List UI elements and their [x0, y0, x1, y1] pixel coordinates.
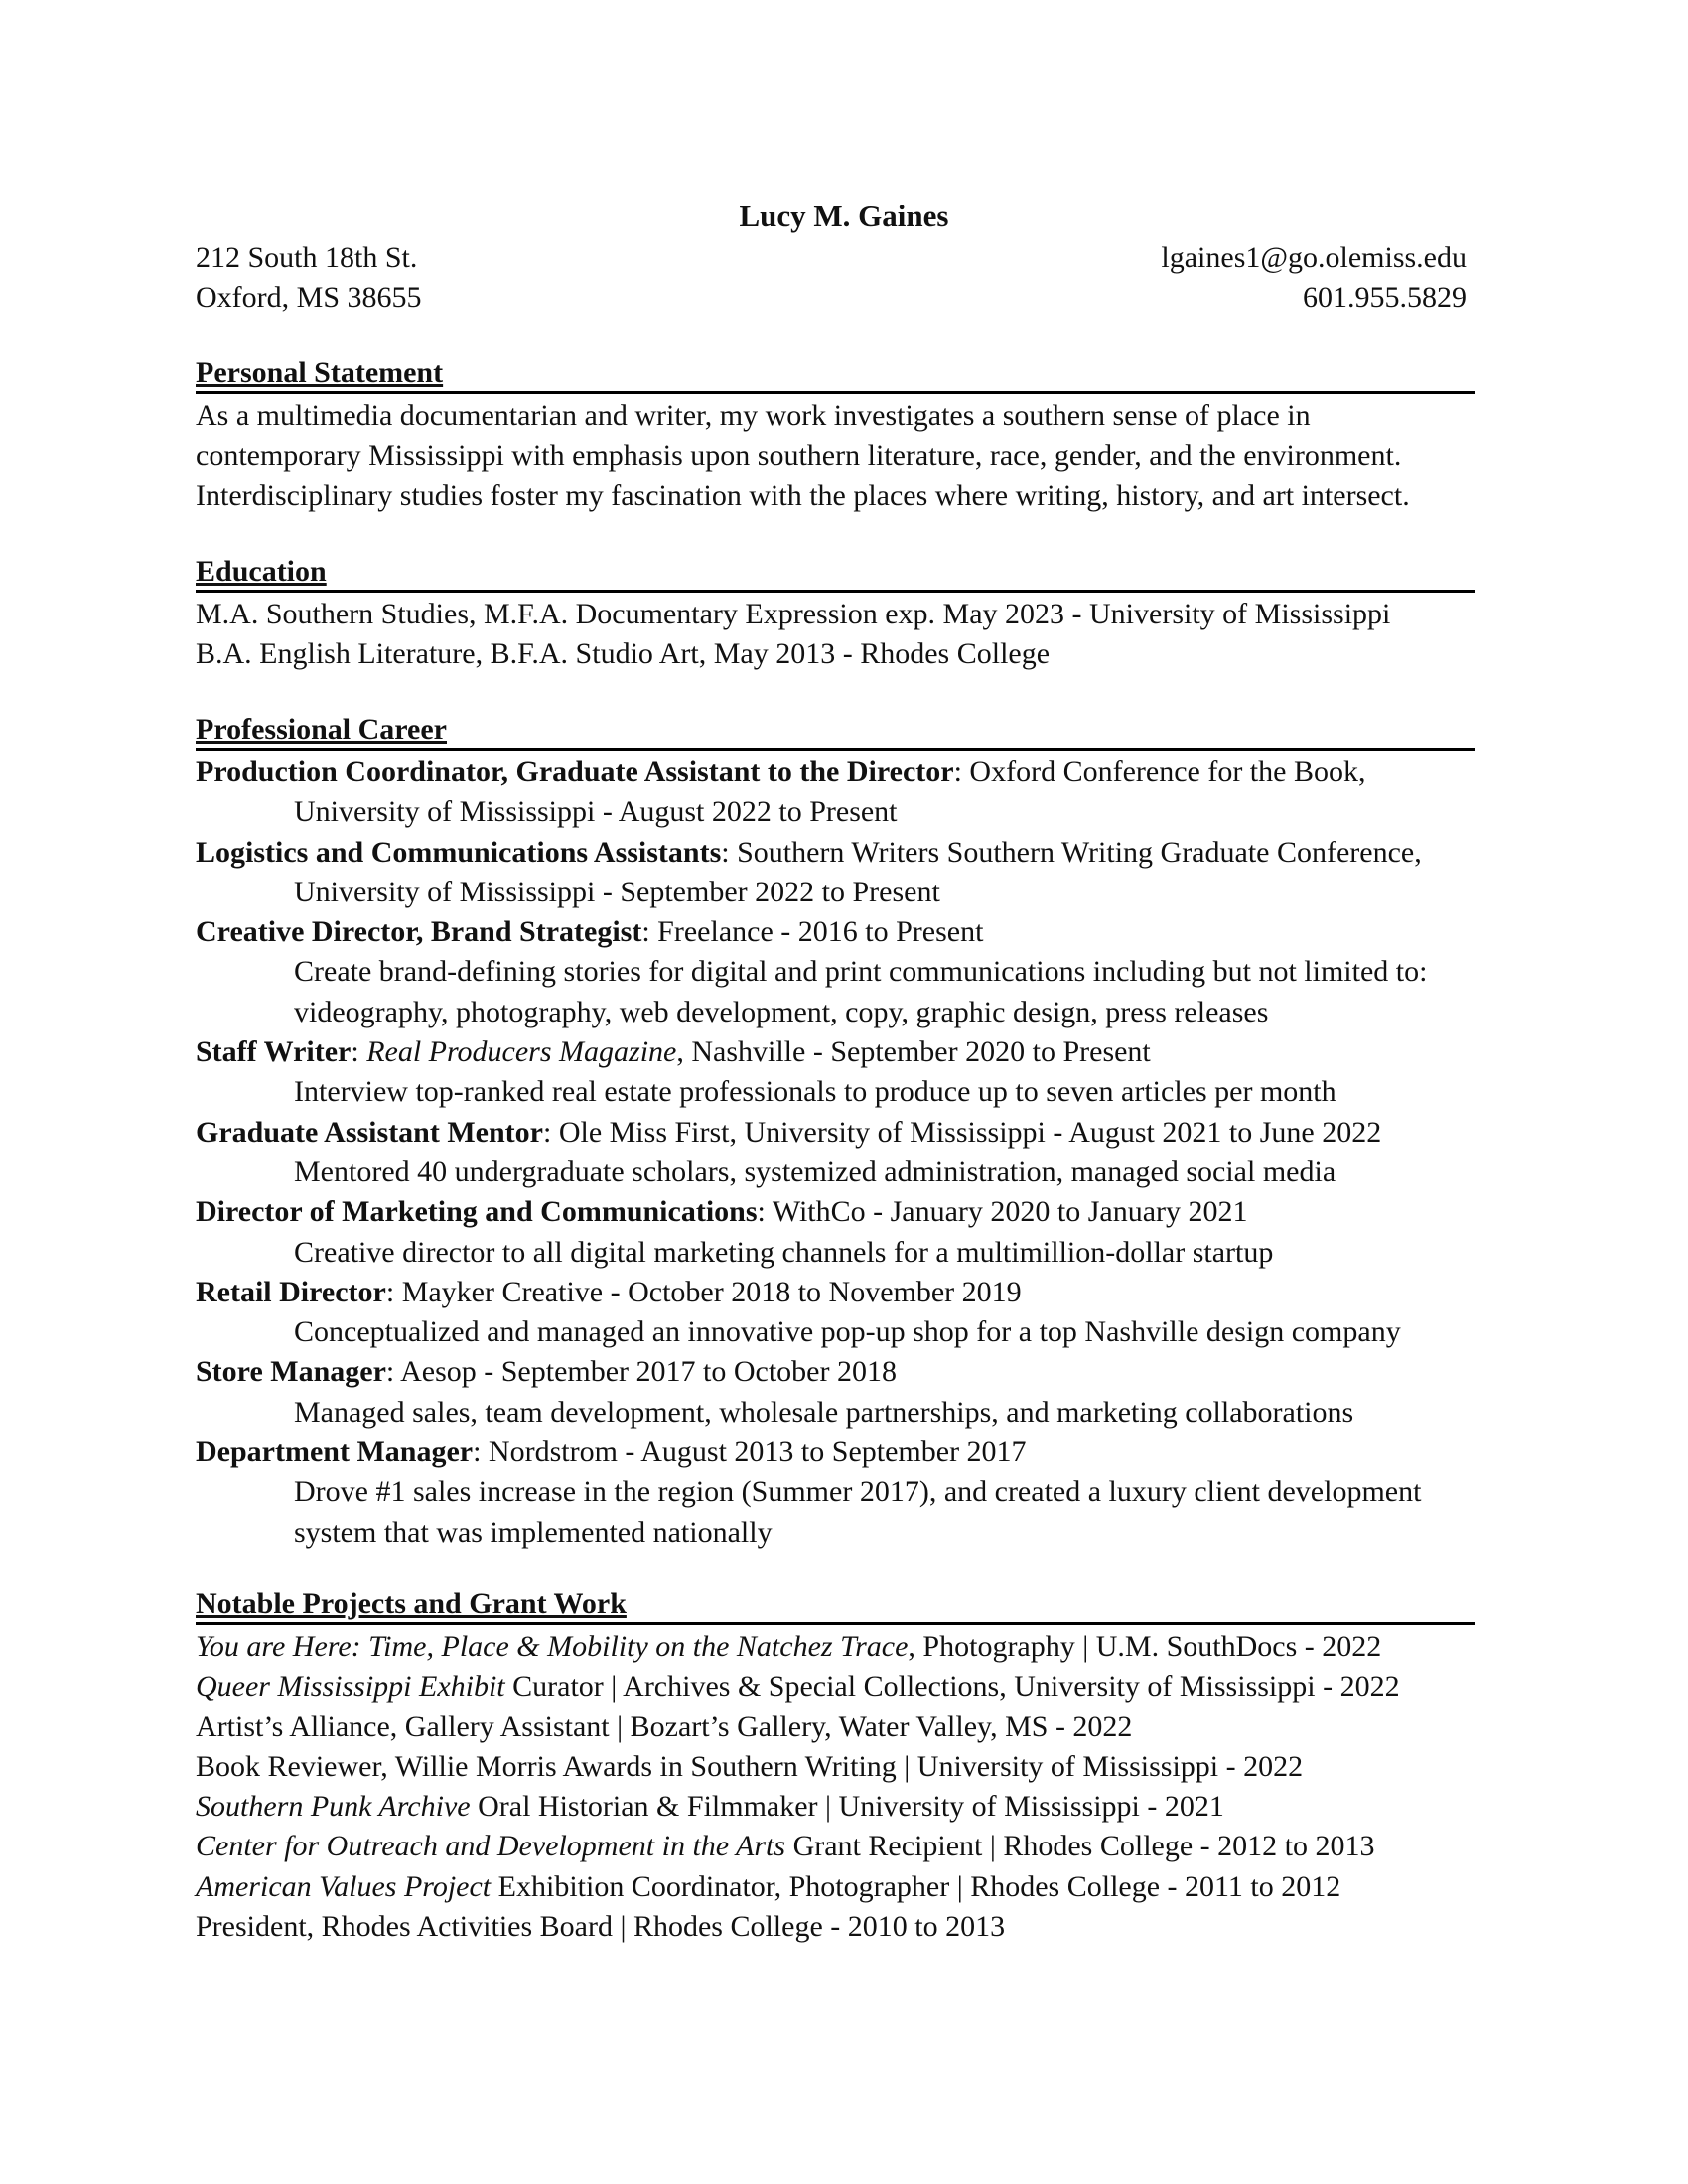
project-details: Book Reviewer, Willie Morris Awards in Southern Writing | University of Mississippi - 2022: [196, 1749, 1304, 1783]
project-title: You are Here: Time, Place & Mobility on the Natchez Trace: [196, 1630, 909, 1663]
job-entry: [196, 1352, 1475, 1392]
project-entry: [196, 1707, 1475, 1747]
job-entry: [196, 1032, 1475, 1072]
job-title: Store Manager: [196, 1355, 386, 1389]
job-organization: : Ole Miss First, University of Mississippi - August 2021 to June 2022: [542, 1115, 1382, 1149]
project-details: Exhibition Coordinator, Photographer | Rhodes College - 2011 to 2012: [491, 1869, 1341, 1903]
job-organization: : WithCo - January 2020 to January 2021: [757, 1195, 1248, 1229]
job-title: Staff Writer: [196, 1035, 352, 1069]
heading-text: Personal Statement: [196, 356, 444, 389]
job-entry: [196, 1192, 1475, 1232]
job-organization: , Nashville - September 2020 to Present: [676, 1035, 1151, 1069]
job-detail: Managed sales, team development, wholesale partnerships, and marketing collaborations: [294, 1395, 1354, 1429]
project-title: American Values Project: [196, 1869, 492, 1903]
job-organization: : Nordstrom - August 2013 to September 2017: [473, 1435, 1027, 1469]
personal-statement-section: [196, 355, 1475, 516]
section-heading: [196, 712, 1475, 751]
job-organization: : Oxford Conference for the Book,: [953, 755, 1366, 788]
job-detail: Interview top-ranked real estate professionals to produce up to seven articles per month: [294, 1075, 1336, 1109]
job-organization: : Freelance - 2016 to Present: [641, 915, 984, 949]
statement-line: contemporary Mississippi with emphasis upon southern literature, race, gender, and the environment.: [196, 439, 1402, 473]
section-heading: [196, 1586, 1475, 1625]
job-organization: : Southern Writers Southern Writing Graduate Conference,: [721, 835, 1422, 869]
project-entry: [196, 1907, 1475, 1947]
heading-text: Education: [196, 555, 327, 588]
project-entry: [196, 1747, 1475, 1787]
job-organization: : Mayker Creative - October 2018 to November 2019: [385, 1275, 1022, 1308]
job-detail: system that was implemented nationally: [294, 1515, 773, 1549]
education-entry: B.A. English Literature, B.F.A. Studio Art, May 2013 - Rhodes College: [196, 637, 1051, 671]
job-entry: [196, 833, 1475, 873]
career-section: [196, 712, 1475, 1553]
project-entry: [196, 1627, 1475, 1667]
job-publication: Real Producers Magazine: [366, 1035, 677, 1069]
address-line-2: Oxford, MS 38655: [196, 281, 422, 314]
job-entry: [196, 912, 1475, 952]
project-title: Center for Outreach and Development in the Arts: [196, 1830, 786, 1863]
project-title: Queer Mississippi Exhibit: [196, 1670, 505, 1704]
job-detail: videography, photography, web development, copy, graphic design, press releases: [294, 995, 1269, 1028]
project-entry: [196, 1867, 1475, 1907]
job-title: Production Coordinator, Graduate Assistant to the Director: [196, 755, 954, 788]
job-separator: :: [351, 1035, 367, 1069]
projects-section: [196, 1586, 1475, 1947]
heading-text: Professional Career: [196, 713, 447, 746]
job-detail: University of Mississippi - August 2022 to Present: [294, 795, 898, 829]
job-entry: [196, 1433, 1475, 1472]
project-details: Grant Recipient | Rhodes College - 2012 to 2013: [785, 1830, 1375, 1863]
project-details: Oral Historian & Filmmaker | University of Mississippi - 2021: [470, 1790, 1224, 1824]
email-link[interactable]: lgaines1@go.olemiss.edu: [1161, 241, 1467, 274]
section-heading: [196, 554, 1475, 593]
job-detail: Mentored 40 undergraduate scholars, systemized administration, managed social media: [294, 1155, 1336, 1188]
job-title: Director of Marketing and Communications: [196, 1195, 758, 1229]
address-line-1: 212 South 18th St.: [196, 241, 418, 274]
project-entry: [196, 1787, 1475, 1827]
job-organization: : Aesop - September 2017 to October 2018: [385, 1355, 897, 1389]
section-heading: [196, 355, 1475, 394]
education-section: [196, 554, 1475, 675]
job-detail: Create brand-defining stories for digital and print communications including but not limited to:: [294, 955, 1428, 989]
project-details: President, Rhodes Activities Board | Rhodes College - 2010 to 2013: [196, 1910, 1006, 1944]
job-entry: [196, 752, 1475, 792]
job-detail: University of Mississippi - September 2022 to Present: [294, 875, 940, 908]
job-title: Logistics and Communications Assistants: [196, 835, 722, 869]
job-title: Department Manager: [196, 1435, 474, 1469]
heading-text: Notable Projects and Grant Work: [196, 1587, 627, 1620]
project-details: Artist’s Alliance, Gallery Assistant | Bozart’s Gallery, Water Valley, MS - 2022: [196, 1709, 1133, 1743]
job-detail: Conceptualized and managed an innovative pop-up shop for a top Nashville design company: [294, 1315, 1401, 1349]
project-entry: [196, 1827, 1475, 1866]
statement-line: As a multimedia documentarian and writer, my work investigates a southern sense of place in: [196, 399, 1311, 432]
job-title: Graduate Assistant Mentor: [196, 1115, 543, 1149]
project-entry: [196, 1667, 1475, 1706]
job-detail: Creative director to all digital marketing channels for a multimillion-dollar startup: [294, 1235, 1274, 1269]
job-title: Retail Director: [196, 1275, 386, 1308]
project-title: Southern Punk Archive: [196, 1790, 471, 1824]
phone-number: 601.955.5829: [1303, 281, 1467, 314]
project-details: , Photography | U.M. SouthDocs - 2022: [908, 1630, 1382, 1663]
project-details: Curator | Archives & Special Collections, University of Mississippi - 2022: [504, 1670, 1400, 1704]
job-title: Creative Director, Brand Strategist: [196, 915, 642, 949]
job-entry: [196, 1113, 1475, 1153]
statement-line: Interdisciplinary studies foster my fascination with the places where writing, history, and art intersect.: [196, 478, 1410, 512]
resume-name: Lucy M. Gaines: [739, 199, 949, 233]
job-detail: Drove #1 sales increase in the region (Summer 2017), and created a luxury client development: [294, 1475, 1422, 1509]
job-entry: [196, 1273, 1475, 1312]
education-entry: M.A. Southern Studies, M.F.A. Documentary Expression exp. May 2023 - University of Mississippi: [196, 598, 1391, 630]
